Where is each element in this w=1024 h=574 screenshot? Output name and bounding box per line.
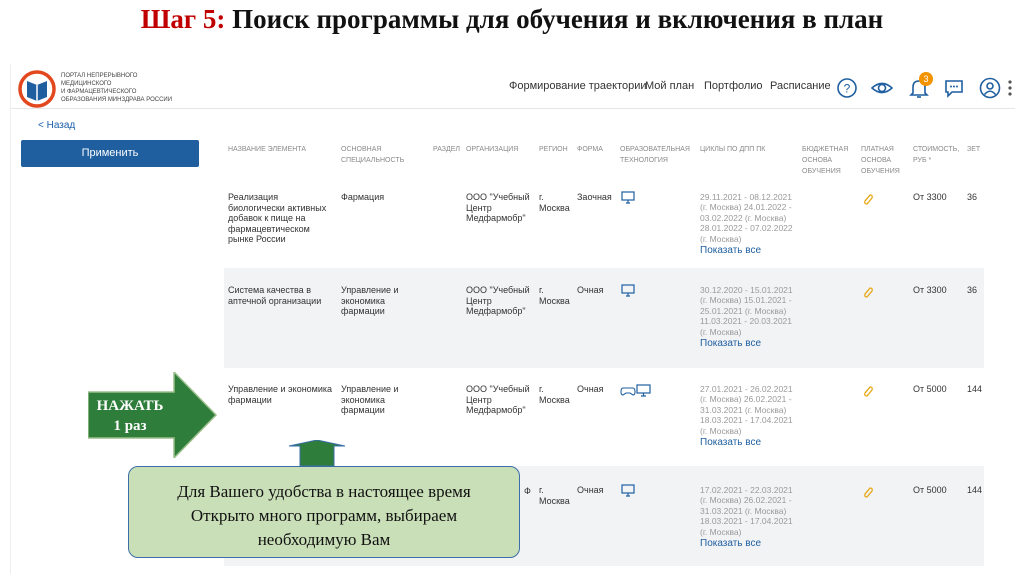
table-row[interactable] bbox=[224, 268, 984, 368]
cell-org: ООО "Учебный Центр Медфармобр" bbox=[466, 192, 530, 223]
cell-cost: От 5000 bbox=[913, 485, 947, 495]
cell-zet: 36 bbox=[967, 285, 978, 295]
cell-region: г. Москва bbox=[539, 192, 570, 213]
cell-region: г. Москва bbox=[539, 285, 570, 306]
cell-region: г. Москва bbox=[539, 384, 570, 405]
header-region: РЕГИОН bbox=[539, 146, 568, 153]
cell-cost: От 3300 bbox=[913, 192, 947, 202]
cell-org: Ф bbox=[524, 486, 531, 496]
callout-line-3: необходимую Вам bbox=[257, 530, 391, 549]
callout-line-1: Для Вашего удобства в настоящее время bbox=[177, 482, 471, 501]
show-all-link[interactable]: Показать все bbox=[700, 338, 762, 349]
monitor-icon bbox=[621, 191, 635, 204]
portal-logo-icon[interactable] bbox=[17, 69, 57, 109]
cell-zet: 144 bbox=[967, 485, 983, 495]
apply-button[interactable]: Применить bbox=[21, 140, 199, 167]
cell-name[interactable]: Система качества в аптечной организации bbox=[228, 285, 322, 306]
cell-cycles: 17.02.2021 - 22.03.2021 (г. Москва) 26.02.2021 - 31.03.2021 (г. Москва) 18.03.2021 - 17.04.2021 (г. Москва) bbox=[700, 485, 793, 537]
monitor-icon bbox=[621, 484, 635, 497]
cell-form: Очная bbox=[577, 285, 604, 295]
header-cycles: ЦИКЛЫ ПО ДПП ПК bbox=[700, 146, 766, 153]
cell-name[interactable]: Управление и экономика фармации bbox=[228, 384, 333, 405]
press-arrow bbox=[88, 372, 218, 458]
help-icon[interactable] bbox=[836, 77, 858, 99]
cell-region: г. Москва bbox=[539, 485, 570, 506]
paperclip-icon bbox=[862, 384, 874, 398]
header-name: НАЗВАНИЕ ЭЛЕМЕНТА bbox=[228, 146, 307, 153]
cell-cycles: 30.12.2020 - 15.01.2021 (г. Москва) 15.01.2021 - 25.01.2021 (г. Москва) 11.03.2021 - 20.03.2021 (г. Москва) bbox=[700, 285, 793, 337]
press-label-line1: НАЖАТЬ bbox=[96, 398, 164, 414]
slide-title bbox=[0, 4, 1024, 35]
header-tech: ОБРАЗОВАТЕЛЬНАЯ ТЕХНОЛОГИЯ bbox=[620, 146, 690, 164]
nav-portfolio[interactable]: Портфолио bbox=[704, 80, 763, 92]
cell-cost: От 3300 bbox=[913, 285, 947, 295]
cell-specialty: Управление и экономика фармации bbox=[341, 384, 399, 415]
nav-trajectory[interactable]: Формирование траектории bbox=[509, 80, 647, 92]
cell-cycles: 29.11.2021 - 08.12.2021 (г. Москва) 24.01.2022 - 03.02.2022 (г. Москва) 28.01.2022 - 07.02.2022 (г. Москва) bbox=[700, 192, 793, 244]
cell-specialty: Управление и экономика фармации bbox=[341, 285, 399, 316]
nav-schedule[interactable]: Расписание bbox=[770, 80, 831, 92]
cell-form: Заочная bbox=[577, 192, 612, 202]
top-navigation-bar bbox=[11, 64, 1015, 109]
monitor-icon bbox=[621, 284, 635, 297]
header-section: РАЗДЕЛ bbox=[433, 146, 461, 153]
nav-my-plan[interactable]: Мой план bbox=[645, 80, 695, 92]
cell-form: Очная bbox=[577, 384, 604, 394]
paperclip-icon bbox=[862, 485, 874, 499]
user-avatar-icon[interactable] bbox=[979, 77, 1001, 99]
up-arrow bbox=[288, 440, 346, 466]
chat-icon[interactable] bbox=[943, 77, 965, 99]
callout-line-2: Открыто много программ, выбираем bbox=[190, 506, 458, 525]
cell-cost: От 5000 bbox=[913, 384, 947, 394]
header-org: ОРГАНИЗАЦИЯ bbox=[466, 146, 519, 153]
show-all-link[interactable]: Показать все bbox=[700, 437, 762, 448]
cell-cycles: 27.01.2021 - 26.02.2021 (г. Москва) 26.02.2021 - 31.03.2021 (г. Москва) 18.03.2021 - 17.04.2021 (г. Москва) bbox=[700, 384, 793, 436]
cell-org: ООО "Учебный Центр Медфармобр" bbox=[466, 285, 530, 316]
gamepad-monitor-icon bbox=[620, 384, 652, 397]
eye-icon[interactable] bbox=[871, 77, 893, 99]
cell-specialty: Фармация bbox=[341, 192, 385, 202]
press-label-line2: 1 раз bbox=[113, 418, 147, 434]
paperclip-icon bbox=[862, 285, 874, 299]
header-form: ФОРМА bbox=[577, 146, 603, 153]
notifications-badge: 3 bbox=[919, 72, 933, 86]
info-callout bbox=[128, 466, 520, 558]
header-cost: СТОИМОСТЬ, РУБ * bbox=[913, 146, 960, 164]
header-paid: ПЛАТНАЯ ОСНОВА ОБУЧЕНИЯ bbox=[861, 146, 900, 175]
portal-logo-text: ПОРТАЛ НЕПРЕРЫВНОГО МЕДИЦИНСКОГО И ФАРМАЦЕВТИЧЕСКОГО ОБРАЗОВАНИЯ МИНЗДРАВА РОССИИ bbox=[61, 73, 173, 103]
slide-title-text: Поиск программы для обучения и включения в план bbox=[225, 4, 884, 34]
cell-zet: 144 bbox=[967, 384, 983, 394]
header-specialty: ОСНОВНАЯ СПЕЦИАЛЬНОСТЬ bbox=[341, 146, 405, 164]
show-all-link[interactable]: Показать все bbox=[700, 245, 762, 256]
back-link[interactable]: < Назад bbox=[38, 120, 76, 131]
show-all-link[interactable]: Показать все bbox=[700, 538, 762, 549]
cell-org: ООО "Учебный Центр Медфармобр" bbox=[466, 384, 530, 415]
svg-text:?: ? bbox=[843, 81, 851, 96]
header-zet: ЗЕТ bbox=[967, 146, 981, 153]
paperclip-icon bbox=[862, 192, 874, 206]
cell-zet: 36 bbox=[967, 192, 978, 202]
cell-form: Очная bbox=[577, 485, 604, 495]
slide-title-step: Шаг 5: bbox=[140, 4, 226, 34]
table-row[interactable] bbox=[224, 176, 984, 276]
more-menu-icon[interactable] bbox=[1005, 77, 1015, 99]
header-budget: БЮДЖЕТНАЯ ОСНОВА ОБУЧЕНИЯ bbox=[802, 146, 849, 175]
cell-name[interactable]: Реализация биологически активных добавок к пище на фармацевтическом рынке России bbox=[228, 192, 327, 244]
